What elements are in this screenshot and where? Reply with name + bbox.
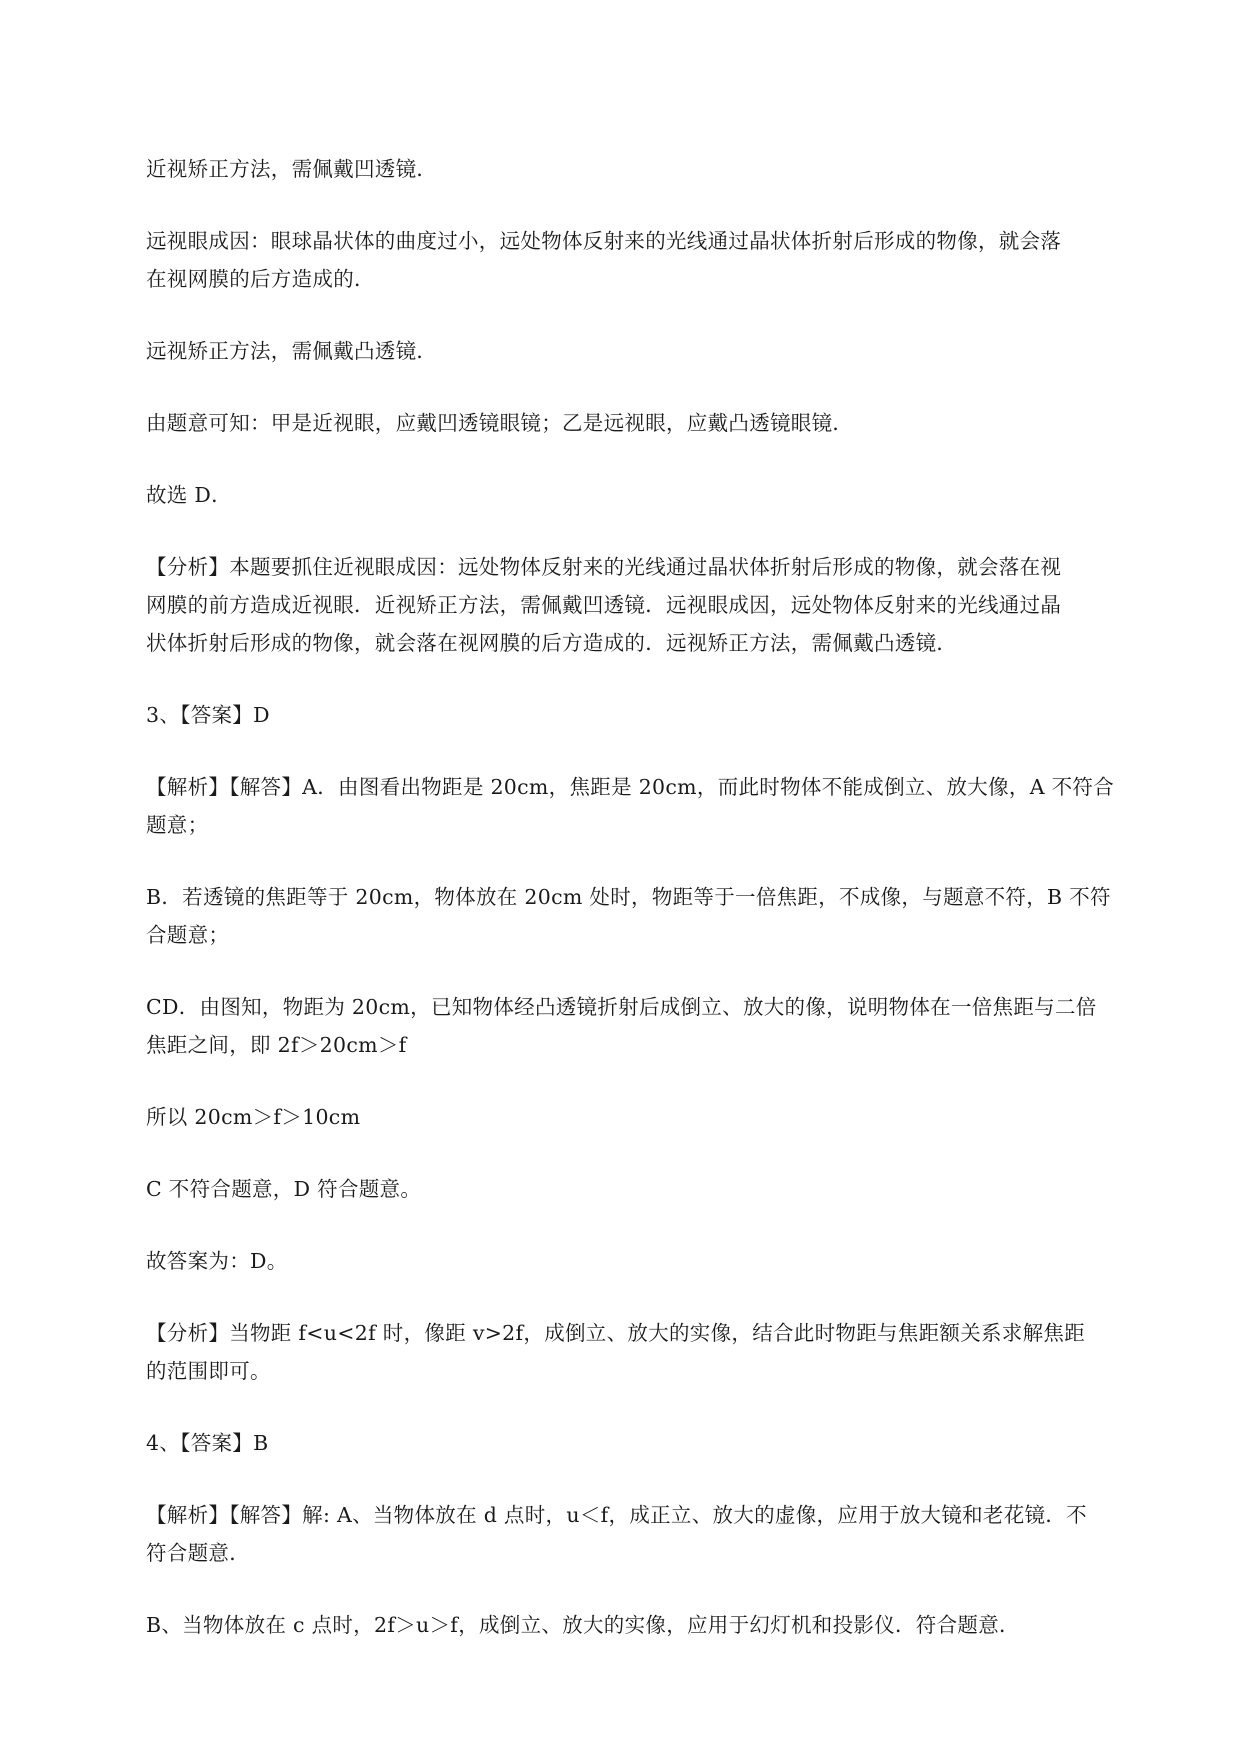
text-line: 远视矫正方法，需佩戴凸透镜．: [146, 339, 438, 363]
text-line: 状体折射后形成的物像，就会落在视网膜的后方造成的．远视矫正方法，需佩戴凸透镜．: [146, 631, 958, 655]
paragraph-myopia-correction: [146, 150, 1146, 188]
text-line: 故答案为：D。: [146, 1249, 288, 1273]
text-line: 远视眼成因：眼球晶状体的曲度过小，远处物体反射来的光线通过晶状体折射后形成的物像，就会落: [146, 229, 1062, 253]
text-line: 3、【答案】D: [146, 703, 270, 727]
document-page: [146, 150, 1146, 1678]
text-line: 【分析】当物距 f<u<2f 时，像距 v>2f，成倒立、放大的实像，结合此时物距与焦距额关系求解焦距: [146, 1321, 1086, 1345]
text-line: 题意；: [146, 813, 209, 837]
paragraph-solution-3-range: [146, 1098, 1146, 1136]
paragraph-solution-4b: [146, 1606, 1146, 1644]
text-line: 合题意；: [146, 923, 230, 947]
text-line: 所以 20cm＞f＞10cm: [146, 1105, 361, 1129]
text-line: 4、【答案】B: [146, 1431, 269, 1455]
text-line: 【解析】【解答】解: A、当物体放在 d 点时，u＜f，成正立、放大的虚像，应用于放大镜和老花镜．不: [146, 1503, 1087, 1527]
paragraph-solution-3cd: [146, 988, 1146, 1064]
text-line: B．若透镜的焦距等于 20cm，物体放在 20cm 处时，物距等于一倍焦距，不成像，与题意不符，B 不符: [146, 885, 1111, 909]
text-line: B、当物体放在 c 点时，2f＞u＞f，成倒立、放大的实像，应用于幻灯机和投影仪．符合题意．: [146, 1613, 1020, 1637]
text-line: 网膜的前方造成近视眼．近视矫正方法，需佩戴凹透镜．远视眼成因，远处物体反射来的光线通过晶: [146, 593, 1062, 617]
heading-answer-4: [146, 1424, 1146, 1462]
paragraph-solution-3b: [146, 878, 1146, 954]
text-line: C 不符合题意，D 符合题意。: [146, 1177, 422, 1201]
paragraph-choice: [146, 476, 1146, 514]
text-line: 近视矫正方法，需佩戴凹透镜．: [146, 157, 438, 181]
paragraph-analysis-2: [146, 548, 1146, 662]
paragraph-solution-4a: [146, 1496, 1146, 1572]
text-line: 【解析】【解答】A．由图看出物距是 20cm，焦距是 20cm，而此时物体不能成倒立、放大像，A 不符合: [146, 775, 1115, 799]
text-line: 在视网膜的后方造成的．: [146, 267, 375, 291]
paragraph-analysis-3: [146, 1314, 1146, 1390]
text-line: 【分析】本题要抓住近视眼成因：远处物体反射来的光线通过晶状体折射后形成的物像，就会落在视: [146, 555, 1062, 579]
text-line: 焦距之间，即 2f＞20cm＞f: [146, 1033, 407, 1057]
text-line: 由题意可知：甲是近视眼，应戴凹透镜眼镜；乙是远视眼，应戴凸透镜眼镜．: [146, 411, 854, 435]
text-line: 符合题意．: [146, 1541, 250, 1565]
heading-answer-3: [146, 696, 1146, 734]
paragraph-solution-3a: [146, 768, 1146, 844]
paragraph-hyperopia-correction: [146, 332, 1146, 370]
paragraph-hyperopia-cause: [146, 222, 1146, 298]
paragraph-solution-3-verdict: [146, 1170, 1146, 1208]
text-line: 故选 D．: [146, 483, 232, 507]
text-line: 的范围即可。: [146, 1359, 271, 1383]
text-line: CD．由图知，物距为 20cm，已知物体经凸透镜折射后成倒立、放大的像，说明物体在一倍焦距与二倍: [146, 995, 1097, 1019]
paragraph-final-answer-3: [146, 1242, 1146, 1280]
paragraph-conclusion: [146, 404, 1146, 442]
